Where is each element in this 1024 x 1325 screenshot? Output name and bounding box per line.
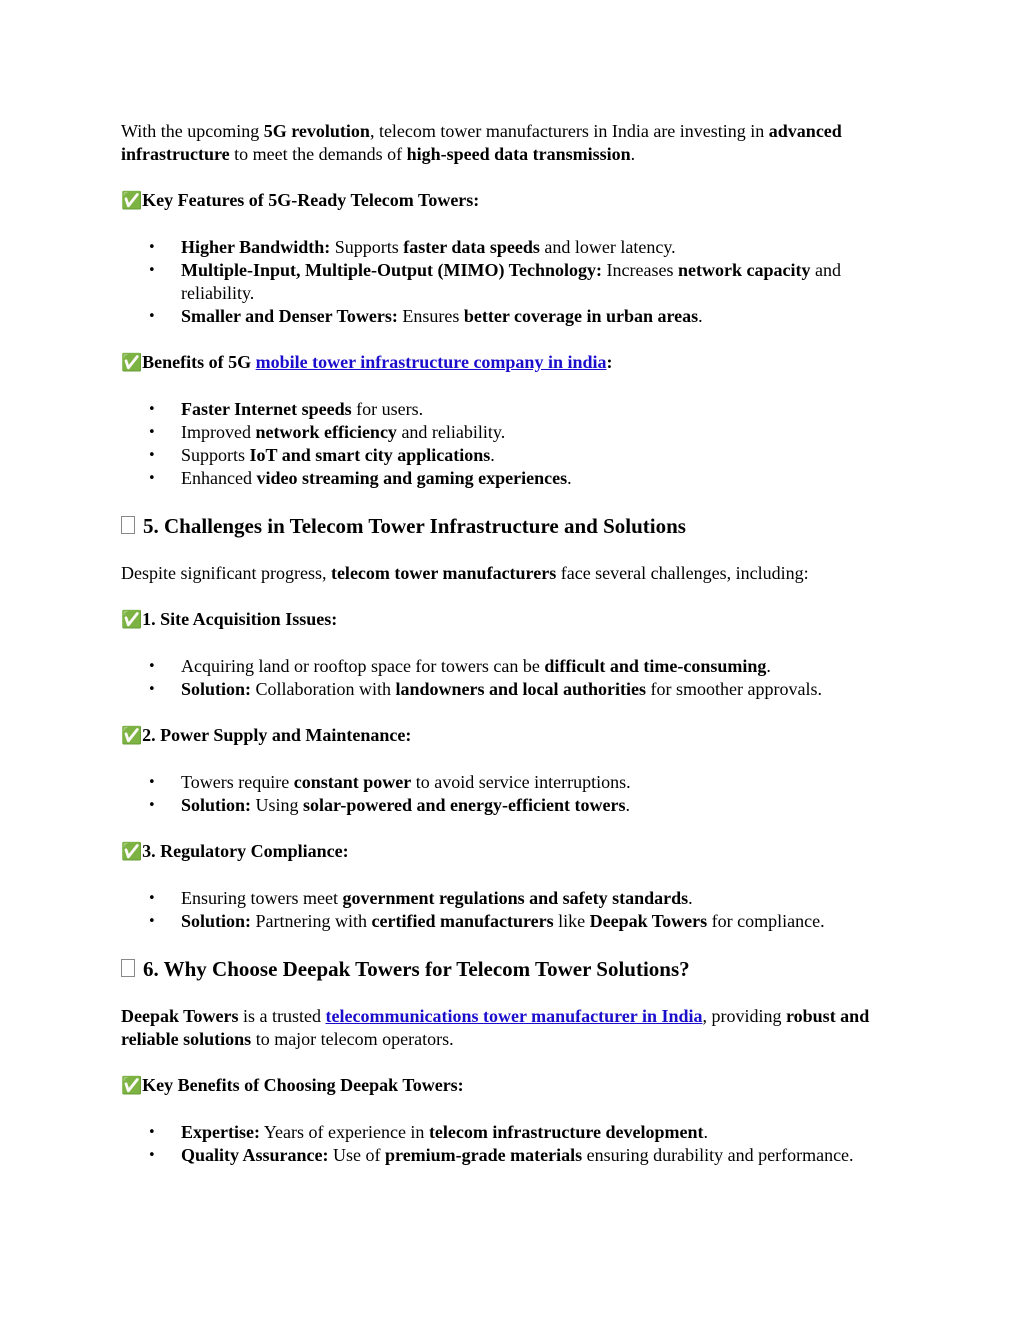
bullet-icon: •	[148, 914, 156, 929]
key-benefits-heading	[121, 1074, 911, 1098]
text: Supports	[181, 445, 250, 465]
check-icon: ✅	[121, 1076, 143, 1096]
bullet-icon: •	[148, 448, 156, 463]
bold-text: constant power	[293, 772, 412, 792]
text: Despite significant progress,	[121, 563, 331, 583]
section-5-intro	[121, 562, 911, 585]
text: Increases	[602, 260, 678, 280]
heading-text: Key Features of 5G-Ready Telecom Towers:	[142, 190, 480, 210]
text: for compliance.	[707, 911, 825, 931]
list-item	[148, 236, 911, 259]
bold-text: better coverage in urban areas	[463, 306, 699, 326]
intro-paragraph	[121, 120, 911, 166]
text: to major telecom operators.	[251, 1029, 454, 1049]
list-item	[148, 1121, 911, 1144]
text: face several challenges, including:	[556, 563, 809, 583]
text: Using	[251, 795, 304, 815]
section-6-heading	[121, 956, 911, 982]
check-icon: ✅	[121, 191, 143, 211]
bullet-icon: •	[148, 240, 156, 255]
text: , providing	[702, 1006, 786, 1026]
heading-text: Benefits of 5G	[142, 352, 256, 372]
heading-text: 2. Power Supply and Maintenance:	[142, 725, 412, 745]
check-icon: ✅	[121, 353, 143, 373]
text: Ensures	[397, 306, 464, 326]
challenge-1-heading	[121, 608, 911, 632]
bold-text: Solution:	[181, 679, 252, 699]
mobile-tower-infrastructure-link[interactable]: mobile tower infrastructure company in india	[255, 352, 607, 372]
bold-text: solar-powered and energy-efficient towers	[303, 795, 626, 815]
bold-text: premium-grade materials	[385, 1145, 583, 1165]
text: Improved	[181, 422, 256, 442]
bold-text: advanced infrastructure	[121, 121, 842, 164]
benefits-heading	[121, 351, 911, 375]
challenge-2-list	[121, 771, 911, 817]
bullet-icon: •	[148, 471, 156, 486]
bullet-icon: •	[148, 891, 156, 906]
list-item	[148, 1144, 911, 1167]
text: .	[688, 888, 693, 908]
bold-text: certified manufacturers	[371, 911, 554, 931]
bullet-icon: •	[148, 775, 156, 790]
bold-text: 5G revolution	[263, 121, 370, 141]
list-item	[148, 444, 911, 467]
text: .	[630, 144, 636, 164]
text: .	[766, 656, 771, 676]
text: Towers require	[181, 772, 294, 792]
text: .	[698, 306, 703, 326]
bold-text: faster data speeds	[403, 237, 540, 257]
bullet-icon: •	[148, 309, 156, 324]
bold-text: Faster Internet speeds	[181, 399, 352, 419]
heading-text: :	[606, 352, 613, 372]
bold-text: Solution:	[181, 795, 252, 815]
check-icon: ✅	[121, 726, 143, 746]
bold-text: high-speed data transmission	[406, 144, 631, 164]
missing-glyph-icon	[121, 516, 135, 534]
bullet-icon: •	[148, 1148, 156, 1163]
bold-text: IoT and smart city applications	[249, 445, 491, 465]
text: Use of	[328, 1145, 386, 1165]
benefits-list	[121, 398, 911, 490]
bullet-icon: •	[148, 798, 156, 813]
heading-text: Key Benefits of Choosing Deepak Towers:	[142, 1075, 464, 1095]
text: Partnering with	[251, 911, 372, 931]
bold-text: Smaller and Denser Towers:	[181, 306, 398, 326]
text: like	[553, 911, 590, 931]
list-item	[148, 467, 911, 490]
features-list	[121, 236, 911, 328]
text: for smoother approvals.	[646, 679, 823, 699]
text: Years of experience in	[259, 1122, 429, 1142]
challenge-3-list	[121, 887, 911, 933]
list-item	[148, 887, 911, 910]
text: .	[567, 468, 572, 488]
check-icon: ✅	[121, 610, 143, 630]
challenge-1-list	[121, 655, 911, 701]
bold-text: robust and reliable solutions	[121, 1006, 870, 1049]
bullet-icon: •	[148, 425, 156, 440]
bold-text: Solution:	[181, 911, 252, 931]
text: and lower latency.	[539, 237, 676, 257]
section-title: 5. Challenges in Telecom Tower Infrastructure and Solutions	[143, 514, 686, 538]
bold-text: Quality Assurance:	[181, 1145, 329, 1165]
text: .	[703, 1122, 709, 1142]
challenge-2-heading	[121, 724, 911, 748]
section-5-heading	[121, 513, 911, 539]
section-6-intro	[121, 1005, 911, 1051]
list-item	[148, 910, 911, 933]
list-item	[148, 678, 911, 701]
list-item	[148, 421, 911, 444]
list-item	[148, 398, 911, 421]
bold-text: telecom tower manufacturers	[330, 563, 557, 583]
text: and reliability.	[396, 422, 506, 442]
list-item	[148, 794, 911, 817]
bold-text: telecom infrastructure development	[428, 1122, 704, 1142]
text: .	[625, 795, 630, 815]
list-item	[148, 655, 911, 678]
text: .	[490, 445, 495, 465]
text: Collaboration with	[251, 679, 396, 699]
bold-text: landowners and local authorities	[395, 679, 647, 699]
bold-text: government regulations and safety standards	[342, 888, 689, 908]
bold-text: network efficiency	[255, 422, 397, 442]
text: for users.	[351, 399, 424, 419]
bold-text: video streaming and gaming experiences	[256, 468, 568, 488]
text: Enhanced	[181, 468, 257, 488]
text: to meet the demands of	[229, 144, 407, 164]
text: Ensuring towers meet	[181, 888, 343, 908]
bullet-icon: •	[148, 659, 156, 674]
key-benefits-list	[121, 1121, 911, 1167]
bullet-icon: •	[148, 263, 156, 278]
bold-text: Deepak Towers	[121, 1006, 239, 1026]
list-item	[148, 771, 911, 794]
check-icon: ✅	[121, 842, 143, 862]
section-title: 6. Why Choose Deepak Towers for Telecom Tower Solutions?	[143, 957, 690, 981]
list-item	[148, 259, 911, 305]
heading-text: 1. Site Acquisition Issues:	[142, 609, 338, 629]
bold-text: Higher Bandwidth:	[181, 237, 331, 257]
heading-text: 3. Regulatory Compliance:	[142, 841, 349, 861]
features-heading	[121, 189, 911, 213]
telecom-tower-manufacturer-link[interactable]: telecommunications tower manufacturer in India	[325, 1006, 703, 1026]
list-item	[148, 305, 911, 328]
missing-glyph-icon	[121, 959, 135, 977]
text: is a trusted	[238, 1006, 326, 1026]
bullet-icon: •	[148, 682, 156, 697]
bold-text: network capacity	[678, 260, 811, 280]
text: to avoid service interruptions.	[411, 772, 631, 792]
text: , telecom tower manufacturers in India are investing in	[369, 121, 769, 141]
text: ensuring durability and performance.	[582, 1145, 854, 1165]
bold-text: difficult and time-consuming	[544, 656, 767, 676]
bullet-icon: •	[148, 1125, 156, 1140]
text: Acquiring land or rooftop space for towers can be	[181, 656, 545, 676]
bullet-icon: •	[148, 402, 156, 417]
challenge-3-heading	[121, 840, 911, 864]
bold-text: Multiple-Input, Multiple-Output (MIMO) Technology:	[181, 260, 603, 280]
text: and reliability.	[181, 260, 841, 303]
text: Supports	[330, 237, 404, 257]
bold-text: Deepak Towers	[589, 911, 708, 931]
bold-text: Expertise:	[181, 1122, 260, 1142]
text: With the upcoming	[121, 121, 264, 141]
